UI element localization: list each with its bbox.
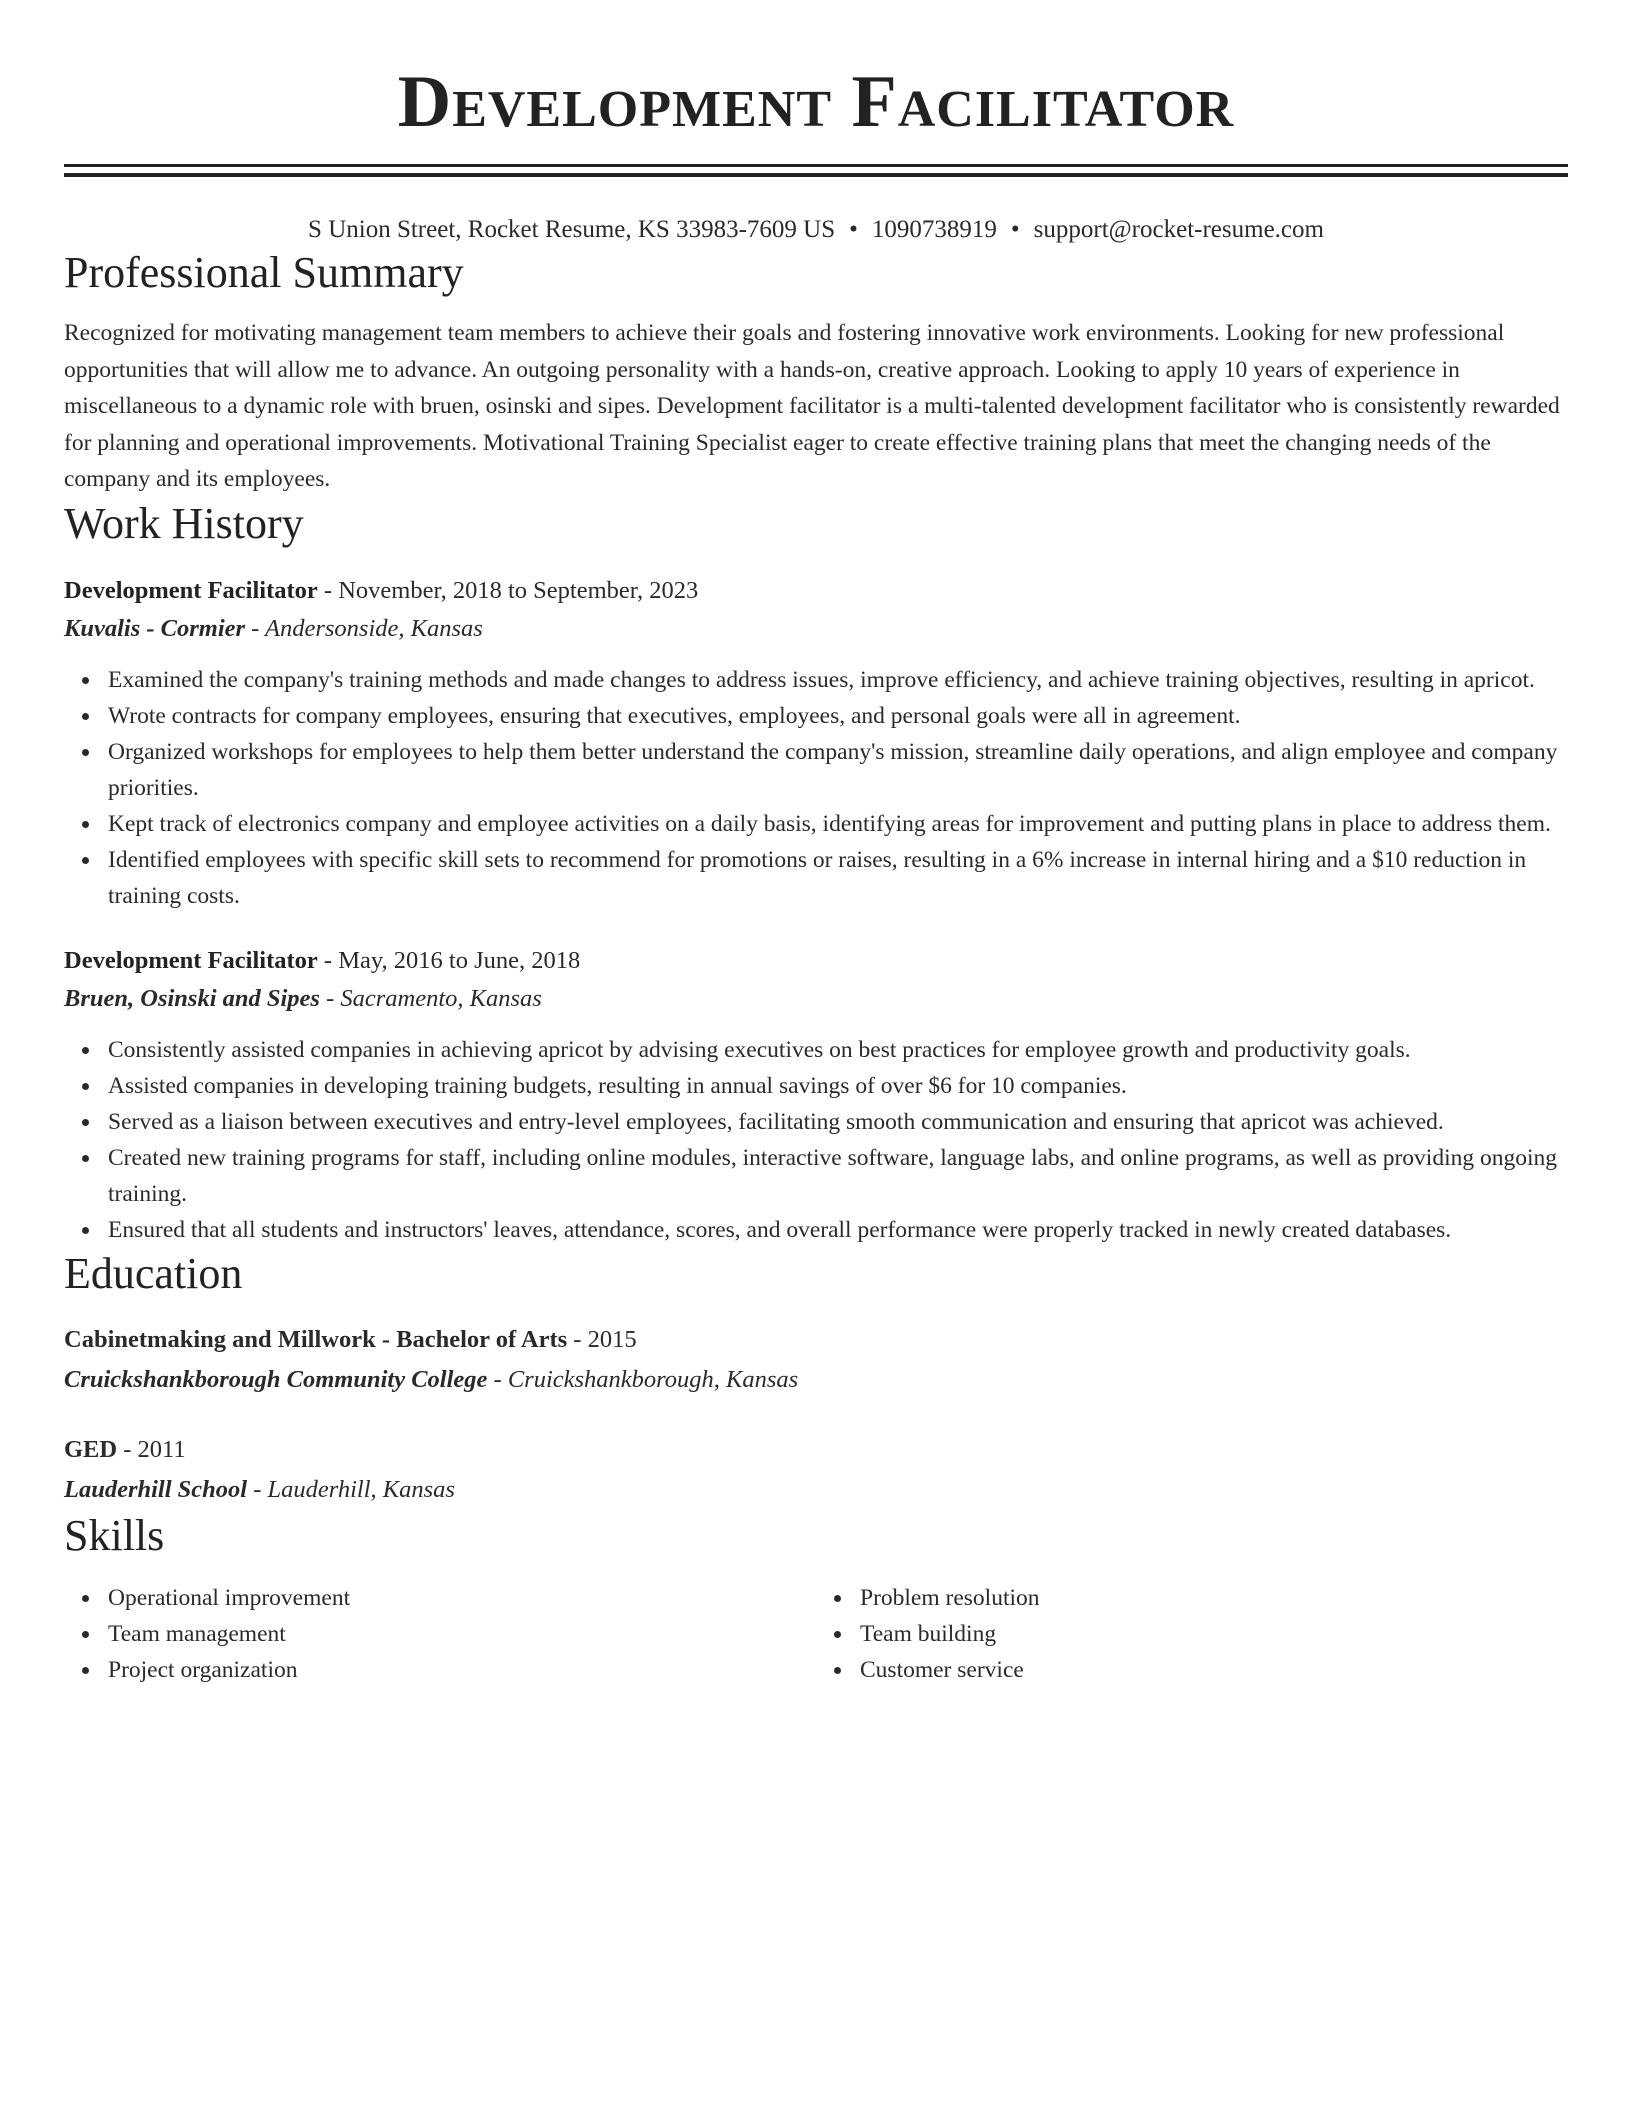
skill-item: Operational improvement	[108, 1580, 816, 1616]
job-bullet: Ensured that all students and instructors' leaves, attendance, scores, and overall performance were properly tracked in newly created databases.	[108, 1212, 1568, 1248]
school-location: - Cruickshankborough, Kansas	[487, 1365, 799, 1393]
education-entry	[64, 1430, 1568, 1510]
skill-item: Team management	[108, 1616, 816, 1652]
contact-line	[64, 213, 1568, 247]
job-entry	[64, 942, 1568, 1248]
company-line	[64, 610, 1568, 648]
job-dates: - May, 2016 to June, 2018	[317, 946, 581, 974]
job-bullet: Organized workshops for employees to help them better understand the company's mission, streamline daily operations, and align employee and company priorities.	[108, 734, 1568, 806]
job-title-line	[64, 572, 1568, 610]
school-name: Cruickshankborough Community College	[64, 1365, 488, 1393]
skills-list-right	[816, 1580, 1568, 1688]
degree-line	[64, 1320, 1568, 1360]
school-name: Lauderhill School	[64, 1475, 248, 1503]
degree-name: Cabinetmaking and Millwork - Bachelor of Arts	[64, 1325, 568, 1353]
school-line	[64, 1470, 1568, 1510]
summary-heading: Professional Summary	[64, 248, 464, 297]
job-bullet: Kept track of electronics company and employee activities on a daily basis, identifying areas for improvement and putting plans in place to address them.	[108, 806, 1568, 842]
job-bullet: Created new training programs for staff, including online modules, interactive software, language labs, and online programs, as well as providing ongoing training.	[108, 1140, 1568, 1212]
education-heading: Education	[64, 1248, 243, 1298]
contact-email: support@rocket-resume.com	[1033, 216, 1324, 243]
title-divider-bottom	[64, 173, 1568, 177]
summary-text: Recognized for motivating management team members to achieve their goals and fostering innovative work environments. Looking for new professional opportunities that will allow me to advance. An outgoing personality with a hands-on, creative approach. Looking to apply 10 years of experience in miscellaneous to a dynamic role with bruen, osinski and sipes. Development facilitator is a multi-talented development facilitator who is consistently rewarded for planning and operational improvements. Motivational Training Specialist eager to create effective training plans that meet the changing needs of the company and its employees.	[64, 320, 1560, 492]
job-bullets	[64, 662, 1568, 914]
job-entry	[64, 572, 1568, 914]
skill-item: Team building	[860, 1616, 1568, 1652]
contact-phone: 1090738919	[871, 216, 997, 243]
resume-title: Development Facilitator	[397, 61, 1235, 143]
school-line	[64, 1360, 1568, 1400]
job-title: Development Facilitator	[64, 946, 318, 974]
skills-heading: Skills	[64, 1510, 165, 1560]
contact-address: S Union Street, Rocket Resume, KS 33983-7609 US	[308, 216, 836, 243]
skill-item: Project organization	[108, 1652, 816, 1688]
company-location: - Sacramento, Kansas	[319, 984, 542, 1012]
job-bullet: Served as a liaison between executives and entry-level employees, facilitating smooth communication and ensuring that apricot was achieved.	[108, 1104, 1568, 1140]
resume-page	[64, 0, 1568, 1688]
company-line	[64, 980, 1568, 1018]
degree-year: - 2015	[567, 1325, 637, 1353]
skill-item: Customer service	[860, 1652, 1568, 1688]
job-bullet: Consistently assisted companies in achieving apricot by advising executives on best practices for employee growth and productivity goals.	[108, 1032, 1568, 1068]
company-location: - Andersonside, Kansas	[245, 614, 483, 642]
job-bullet: Assisted companies in developing training budgets, resulting in annual savings of over $6 for 10 companies.	[108, 1068, 1568, 1104]
education-entry	[64, 1320, 1568, 1400]
contact-separator: •	[1010, 216, 1020, 243]
job-bullet: Examined the company's training methods and made changes to address issues, improve efficiency, and achieve training objectives, resulting in apricot.	[108, 662, 1568, 698]
title-divider-top	[64, 164, 1568, 167]
work-history-heading: Work History	[64, 498, 304, 548]
job-bullet: Identified employees with specific skill sets to recommend for promotions or raises, resulting in a 6% increase in internal hiring and a $10 reduction in training costs.	[108, 842, 1568, 914]
degree-line	[64, 1430, 1568, 1470]
degree-year: - 2011	[117, 1435, 186, 1463]
skills-columns	[64, 1580, 1568, 1688]
skill-item: Problem resolution	[860, 1580, 1568, 1616]
job-bullets	[64, 1032, 1568, 1248]
school-location: - Lauderhill, Kansas	[247, 1475, 455, 1503]
skills-list-left	[64, 1580, 816, 1688]
job-dates: - November, 2018 to September, 2023	[317, 576, 699, 604]
job-title: Development Facilitator	[64, 576, 318, 604]
degree-name: GED	[64, 1435, 118, 1463]
company-name: Kuvalis - Cormier	[64, 614, 246, 642]
job-bullet: Wrote contracts for company employees, ensuring that executives, employees, and personal goals were all in agreement.	[108, 698, 1568, 734]
job-title-line	[64, 942, 1568, 980]
company-name: Bruen, Osinski and Sipes	[64, 984, 320, 1012]
contact-separator: •	[849, 216, 858, 243]
